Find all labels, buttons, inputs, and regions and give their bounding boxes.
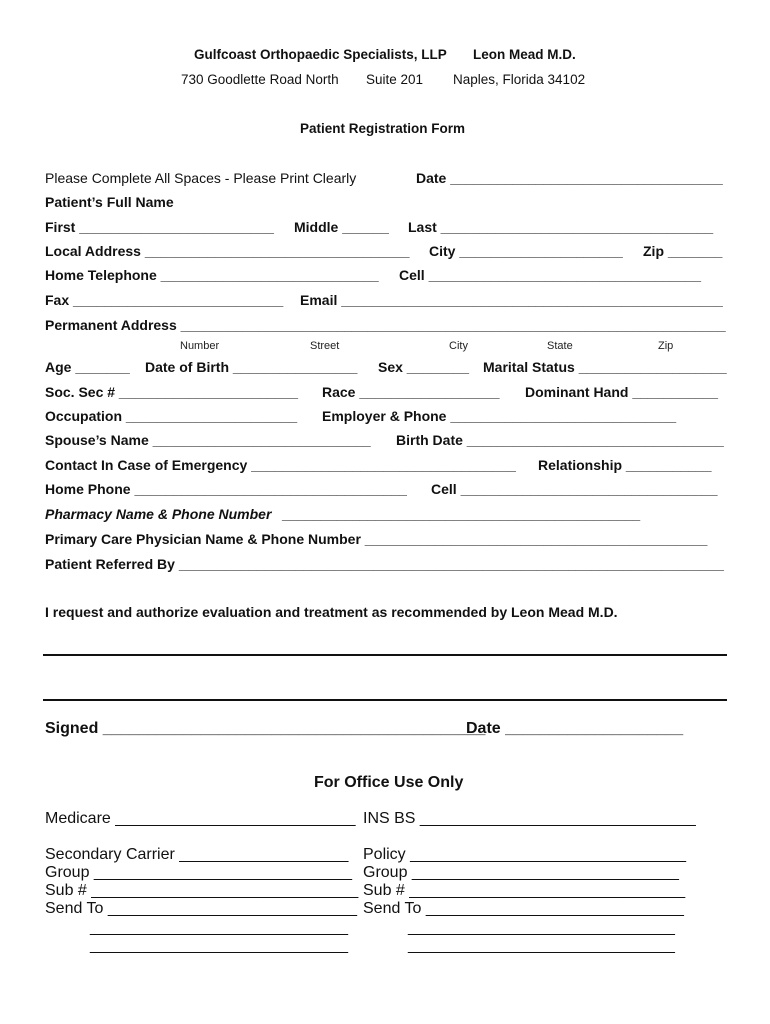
blank-right-2[interactable]: ______________________________ [408, 937, 675, 954]
medicare-field[interactable]: Medicare ___________________________ [45, 810, 356, 827]
dob-field[interactable]: Date of Birth ________________ [145, 359, 358, 375]
address-city: Naples, Florida 34102 [453, 72, 586, 87]
office-use-heading: For Office Use Only [314, 774, 464, 791]
soc-sec-field[interactable]: Soc. Sec # _______________________ [45, 384, 299, 400]
addr-zip-label: Zip [658, 340, 674, 352]
pcp-field[interactable]: Primary Care Physician Name & Phone Number ____________________________________________ [45, 531, 708, 547]
cell2-field[interactable]: Cell _________________________________ [431, 481, 718, 497]
addr-number-label: Number [180, 340, 220, 352]
authorization-statement: I request and authorize evaluation and treatment as recommended by Leon Mead M.D. [45, 604, 618, 620]
address-street: 730 Goodlette Road North [181, 72, 339, 87]
addr-city-label: City [449, 340, 468, 352]
secondary-carrier-field[interactable]: Secondary Carrier ___________________ [45, 846, 349, 863]
home-telephone-field[interactable]: Home Telephone ____________________________ [45, 267, 379, 283]
addr-state-label: State [547, 340, 573, 352]
marital-status-field[interactable]: Marital Status ___________________ [483, 359, 727, 375]
last-name-field[interactable]: Last ___________________________________ [408, 219, 714, 235]
blank-left-1[interactable]: _____________________________ [90, 919, 349, 936]
pharmacy-label: Pharmacy Name & Phone Number [45, 506, 272, 522]
sub-right-field[interactable]: Sub # _______________________________ [363, 882, 686, 899]
employer-phone-field[interactable]: Employer & Phone _____________________________ [322, 408, 677, 424]
race-field[interactable]: Race __________________ [322, 384, 500, 400]
signature-line-2[interactable] [43, 699, 727, 701]
full-name-heading: Patient’s Full Name [45, 194, 174, 210]
cell-field[interactable]: Cell ___________________________________ [399, 267, 702, 283]
pharmacy-field[interactable]: ______________________________________________ [282, 506, 641, 522]
referred-by-field[interactable]: Patient Referred By ______________________________________________________________________ [45, 556, 724, 572]
blank-right-1[interactable]: ______________________________ [408, 919, 675, 936]
send-to-left-field[interactable]: Send To ____________________________ [45, 900, 358, 917]
group-right-field[interactable]: Group ______________________________ [363, 864, 679, 881]
age-field[interactable]: Age _______ [45, 359, 130, 375]
signed-field[interactable]: Signed ___________________________________________ [45, 720, 486, 737]
form-title: Patient Registration Form [300, 121, 466, 136]
middle-name-field[interactable]: Middle ______ [294, 219, 389, 235]
emergency-contact-field[interactable]: Contact In Case of Emergency __________________________________ [45, 457, 516, 473]
home-phone-field[interactable]: Home Phone ___________________________________ [45, 481, 407, 497]
permanent-address-field[interactable]: Permanent Address ______________________________________________________________________ [45, 317, 726, 333]
fax-field[interactable]: Fax ___________________________ [45, 292, 284, 308]
address-suite: Suite 201 [366, 72, 424, 87]
dominant-hand-field[interactable]: Dominant Hand ___________ [525, 384, 718, 400]
local-address-field[interactable]: Local Address __________________________________ [45, 243, 410, 259]
relationship-field[interactable]: Relationship ___________ [538, 457, 712, 473]
ins-bs-field[interactable]: INS BS _______________________________ [363, 810, 696, 827]
policy-field[interactable]: Policy _______________________________ [363, 846, 686, 863]
signature-line-1[interactable] [43, 654, 727, 656]
doctor-name: Leon Mead M.D. [473, 47, 576, 62]
email-field[interactable]: Email _________________________________________________ [300, 292, 723, 308]
group-left-field[interactable]: Group _____________________________ [45, 864, 352, 881]
addr-street-label: Street [310, 340, 340, 352]
first-name-field[interactable]: First _________________________ [45, 219, 274, 235]
birth-date-field[interactable]: Birth Date _________________________________ [396, 432, 724, 448]
send-to-right-field[interactable]: Send To _____________________________ [363, 900, 684, 917]
city-field[interactable]: City _____________________ [429, 243, 623, 259]
instructions: Please Complete All Spaces - Please Print Clearly [45, 170, 357, 186]
sex-field[interactable]: Sex ________ [378, 359, 470, 375]
zip-field[interactable]: Zip _______ [643, 243, 723, 259]
signed-date-field[interactable]: Date ____________________ [466, 720, 684, 737]
blank-left-2[interactable]: _____________________________ [90, 937, 349, 954]
spouse-name-field[interactable]: Spouse’s Name ____________________________ [45, 432, 371, 448]
sub-left-field[interactable]: Sub # ______________________________ [45, 882, 359, 899]
company-name: Gulfcoast Orthopaedic Specialists, LLP [194, 47, 447, 62]
date-field[interactable]: Date ___________________________________ [416, 170, 723, 186]
occupation-field[interactable]: Occupation ______________________ [45, 408, 298, 424]
